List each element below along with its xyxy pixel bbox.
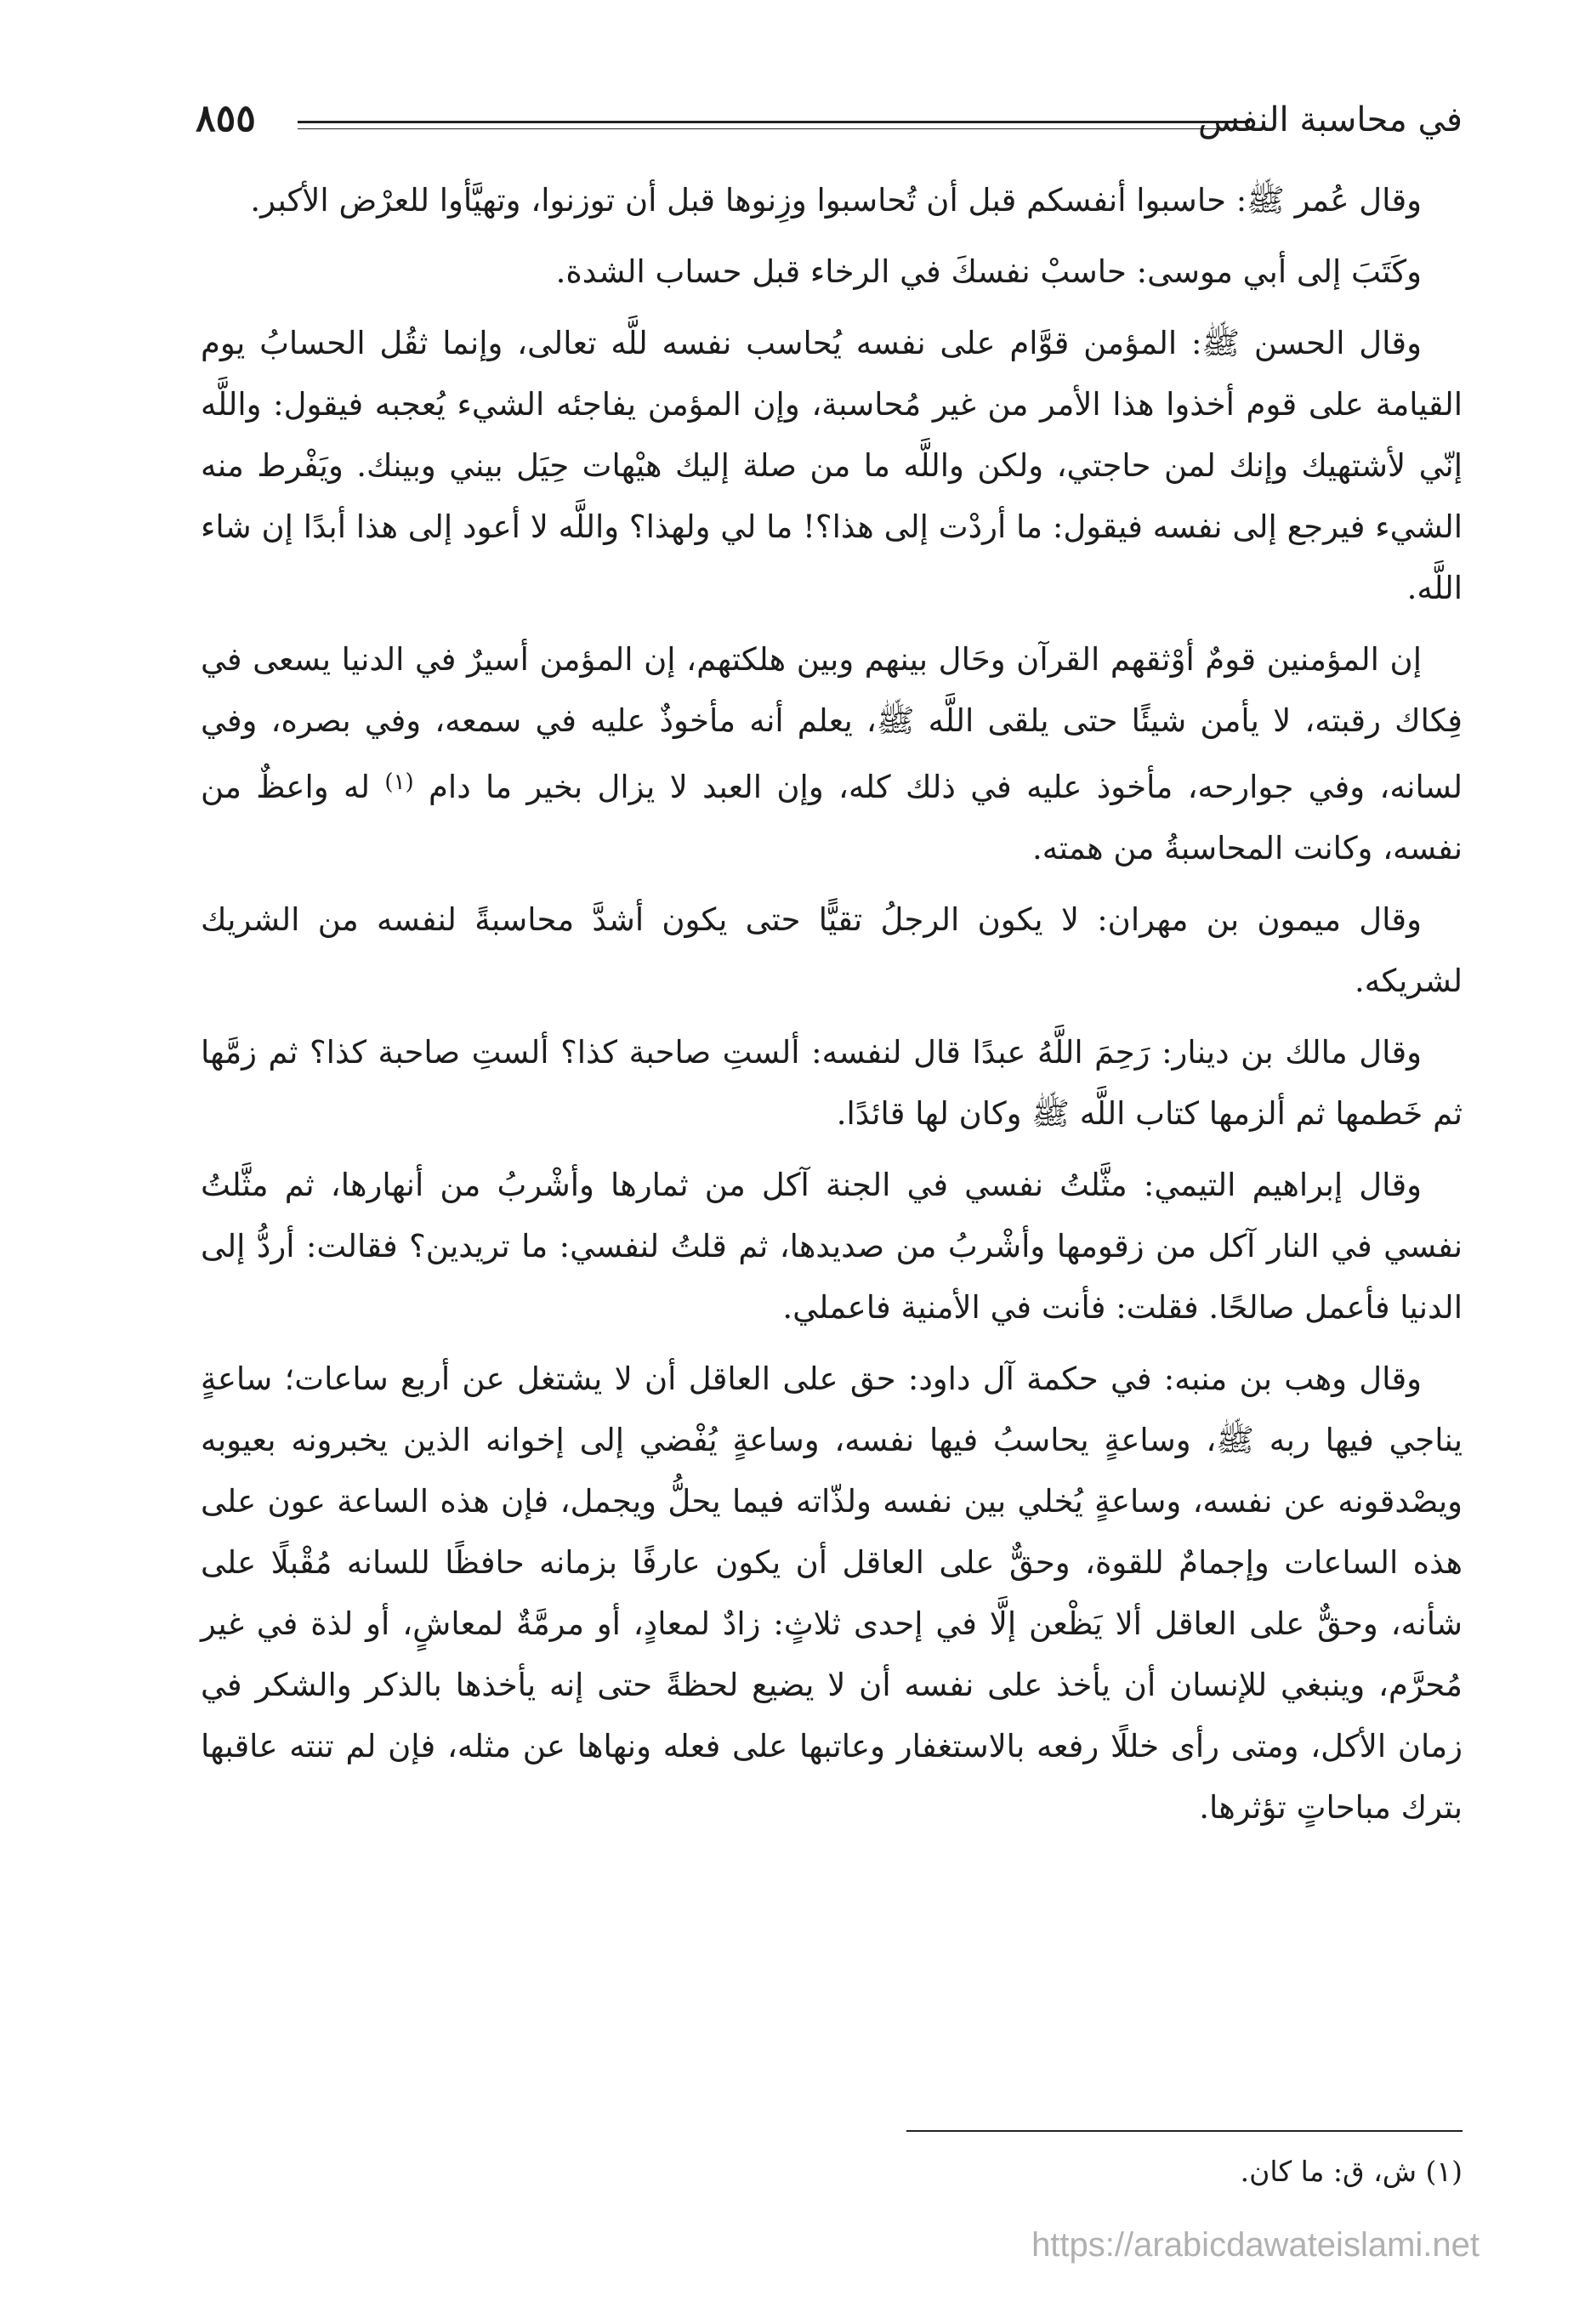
running-header	[196, 97, 1463, 151]
paragraph-text-continued: له واعظٌ من نفسه، وكانت المحاسبةُ من همته.	[201, 769, 1463, 867]
body-text	[201, 170, 1463, 1849]
footnote-reference: (١)	[384, 770, 414, 795]
paragraph: وقال وهب بن منبه: في حكمة آل داود: حق على العاقل أن لا يشتغل عن أربع ساعات؛ ساعةٍ يناجي فيها ربه ﷺ، وساعةٍ يحاسبُ فيها نفسه، وساعةٍ يُفْضي إلى إخوانه الذين يخبرونه بعيوبه ويصْدقونه عن نفسه، وساعةٍ يُخلي بين نفسه ولذّاته فيما يحلُّ ويجمل، فإن هذه الساعة عون على هذه الساعات وإجمامٌ للقوة، وحقٌّ على العاقل أن يكون عارفًا بزمانه حافظًا للسانه مُقْبلًا على شأنه، وحقٌّ على العاقل ألا يَظْعن إلَّا في إحدى ثلاثٍ: زادٌ لمعادٍ، أو مرمَّةٌ لمعاشٍ، أو لذة في غير مُحرَّم، وينبغي للإنسان أن يأخذ على نفسه أن لا يضيع لحظةً حتى إنه يأخذها بالذكر والشكر في زمان الأكل، ومتى رأى خللًا رفعه بالاستغفار وعاتبها على فعله ونهاها عن مثله، فإن لم تنته عاقبها بترك مباحاتٍ تؤثرها.	[201, 1361, 1463, 1826]
header-rule	[298, 121, 1250, 129]
page-number: ٨٥٥	[196, 97, 256, 140]
paragraph: وقال عُمر ﷺ: حاسبوا أنفسكم قبل أن تُحاسبوا وزِنوها قبل أن توزنوا، وتهيَّأوا للعرْض الأكبر.	[250, 182, 1422, 219]
paragraph: وقال ميمون بن مهران: لا يكون الرجلُ تقيًّا حتى يكون أشدَّ محاسبةً لنفسه من الشريك لشريكه.	[201, 901, 1463, 999]
paragraph: وكَتَبَ إلى أبي موسى: حاسبْ نفسكَ في الرخاء قبل حساب الشدة.	[555, 253, 1422, 290]
paragraph-text: إن المؤمنين قومٌ أوْثقهم القرآن وحَال بينهم وبين هلكتهم، إن المؤمن أسيرٌ في الدنيا يسعى في فِكاك رقبته، لا يأمن شيئًا حتى يلقى اللَّه ﷺ، يعلم أنه مأخوذٌ عليه في سمعه، وفي بصره، وفي لسانه، وفي جوارحه، مأخوذ عليه في ذلك كله، وإن العبد لا يزال بخير ما دام	[201, 641, 1463, 805]
paragraph	[201, 629, 1463, 879]
watermark-url: https://arabicdawateislami.net	[1031, 2226, 1480, 2264]
paragraph: وقال مالك بن دينار: رَحِمَ اللَّهُ عبدًا قال لنفسه: ألستِ صاحبة كذا؟ ألستِ صاحبة كذا؟ ثم زمَّها ثم خَطمها ثم ألزمها كتاب اللَّه ﷺ وكان لها قائدًا.	[201, 1034, 1463, 1132]
paragraph: وقال إبراهيم التيمي: مثَّلتُ نفسي في الجنة آكل من ثمارها وأشْربُ من أنهارها، ثم مثَّلتُ نفسي في النار آكل من زقومها وأشْربُ من صديدها، ثم قلتُ لنفسي: ما تريدين؟ فقالت: أردُّ إلى الدنيا فأعمل صالحًا. فقلت: فأنت في الأمنية فاعملي.	[201, 1167, 1463, 1326]
footnote-divider	[906, 2130, 1463, 2132]
footnote: (١) ش، ق: ما كان.	[1240, 2155, 1463, 2188]
chapter-title: في محاسبة النفس	[1198, 100, 1463, 139]
paragraph: وقال الحسن ﷺ: المؤمن قوَّام على نفسه يُحاسب نفسه للَّه تعالى، وإنما ثقُل الحسابُ يوم القيامة على قوم أخذوا هذا الأمر من غير مُحاسبة، وإن المؤمن يفاجئه الشيء يُعجبه فيقول: واللَّه إنّي لأشتهيك وإنك لمن حاجتي، ولكن واللَّه ما من صلة إليك هيْهات حِيَل بيني وبينك. ويَفْرط منه الشيء فيرجع إلى نفسه فيقول: ما أردْت إلى هذا؟! ما لي ولهذا؟ واللَّه لا أعود إلى هذا أبدًا إن شاء اللَّه.	[201, 325, 1463, 606]
